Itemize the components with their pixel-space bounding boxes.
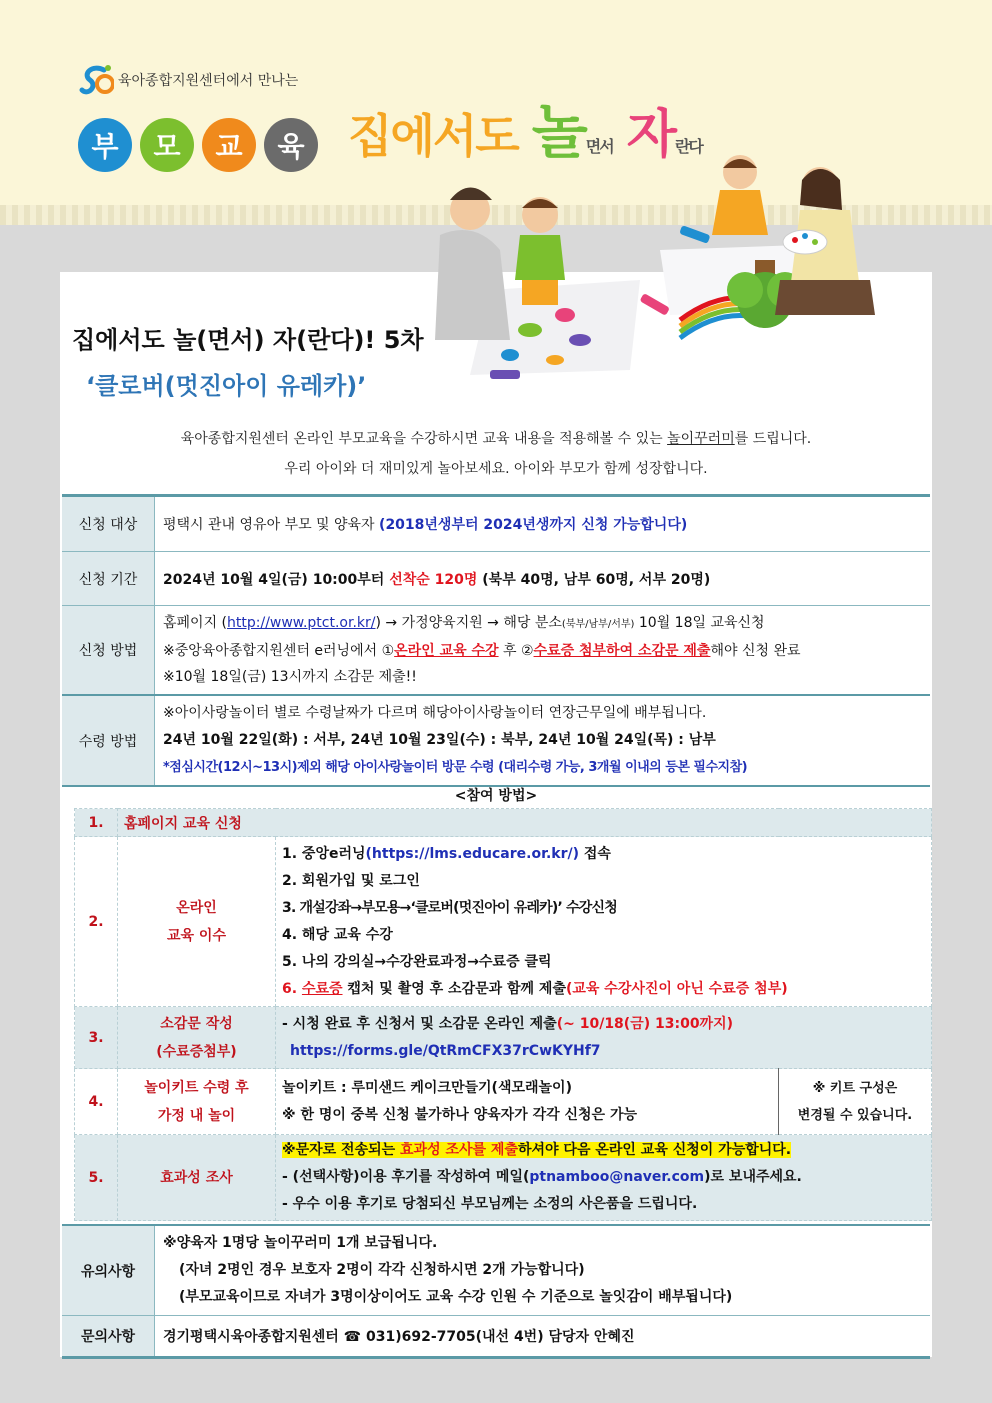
step-2-line-3: 3. 개설강좌→부모용→‘클로버(멋진아이 유레카)’ 수강신청 — [282, 899, 617, 916]
step-5-row — [75, 1135, 932, 1221]
s5-survey: 효과성 조사를 제출 — [400, 1142, 518, 1158]
caution-value — [155, 1225, 931, 1316]
family-painting-illustration — [380, 140, 900, 390]
method-l1-b: ) → 가정양육지원 → 해당 분소 — [375, 615, 562, 631]
notes-table — [62, 1224, 930, 1359]
s2-l6-certificate: 수료증 — [301, 980, 343, 997]
intro-text-b: 를 드립니다. — [734, 431, 812, 447]
step-3-number: 3. — [75, 1007, 118, 1069]
step-4-note — [779, 1069, 932, 1135]
s2-l1-b: 접속 — [579, 845, 611, 862]
step-4-note-1: ※ 키트 구성은 — [812, 1080, 898, 1096]
target-value — [155, 496, 931, 552]
contact-value: 경기평택시육아종합지원센터 ☎ 031)692-7705(내선 4번) 담당자 안혜진 — [155, 1316, 931, 1358]
circle-yuk: 육 — [264, 118, 318, 172]
step-5-details — [276, 1135, 932, 1221]
period-first-come: 선착순 120명 — [389, 571, 478, 588]
s5-l2-a: - (선택사항)이용 후기를 작성하여 메일( — [282, 1169, 530, 1185]
info-row-method — [62, 606, 930, 696]
step-2-number: 2. — [75, 837, 118, 1007]
step-2-name-1: 온라인 — [176, 899, 217, 916]
receive-line-1: ※아이사랑놀이터 별로 수령날짜가 다르며 해당아이사랑놀이터 연장근무일에 배부됩니다. — [163, 705, 707, 721]
intro-underlined: 놀이꾸러미 — [667, 431, 735, 447]
method-l1-c: 10월 18일 교육신청 — [634, 615, 765, 631]
method-l2-b: 후 ② — [498, 643, 534, 659]
org-subtitle: 육아종합지원센터에서 만나는 — [118, 73, 299, 89]
step-2-line-4: 4. 해당 교육 수강 — [282, 926, 393, 943]
step-2-line-5: 5. 나의 강의실→수강완료과정→수료증 클릭 — [282, 953, 552, 970]
slogan-part-c-small: 란다 — [674, 137, 702, 156]
step-2-line-2: 2. 회원가입 및 로그인 — [282, 872, 420, 889]
caution-row — [62, 1225, 930, 1316]
s2-l6-n: 6. — [282, 980, 302, 997]
step-4-line-2: ※ 한 명이 중복 신청 불가하나 양육자가 각각 신청은 가능 — [282, 1106, 638, 1123]
step-3-line-1 — [282, 1011, 925, 1038]
method-value — [155, 606, 931, 696]
target-text: 평택시 관내 영유아 부모 및 양육자 — [163, 517, 380, 533]
period-quota: (북부 40명, 남부 60명, 서부 20명) — [477, 571, 711, 588]
s2-l6-note: (교육 수강사진이 아닌 수료증 첨부) — [565, 980, 788, 997]
s5-l1-b: 하셔야 다음 온라인 교육 신청이 가능합니다. — [517, 1142, 792, 1158]
page-title: 집에서도 놀(면서) 자(란다)! 5차 — [72, 326, 424, 354]
participation-heading: <참여 방법> — [454, 788, 538, 804]
method-line-2 — [163, 638, 922, 664]
method-l2-submit: 수료증 첨부하여 소감문 제출 — [533, 643, 711, 659]
step-4-details — [276, 1069, 779, 1135]
contact-label: 문의사항 — [62, 1316, 155, 1358]
step-4-name-1: 놀이키트 수령 후 — [144, 1079, 249, 1096]
step-1-name: 홈페이지 교육 신청 — [118, 809, 932, 837]
slogan-part-c: 자 — [626, 105, 675, 165]
step-4-note-2: 변경될 수 있습니다. — [797, 1107, 913, 1123]
s3-l1-a: - 시청 완료 후 신청서 및 소감문 온라인 제출 — [282, 1015, 557, 1032]
step-2-line-6 — [282, 976, 925, 1003]
info-row-target — [62, 496, 930, 552]
step-4-name — [118, 1069, 276, 1135]
intro-line-1 — [60, 428, 932, 448]
step-2-name — [118, 837, 276, 1007]
caution-label: 유의사항 — [62, 1225, 155, 1316]
s5-l1-a: ※문자로 전송되는 — [282, 1142, 401, 1158]
step-4-number: 4. — [75, 1069, 118, 1135]
step-3-row — [75, 1007, 932, 1069]
participation-steps-table — [74, 808, 932, 1221]
receive-line-3: *점심시간(12시~13시)제외 해당 아이사랑놀이터 방문 수령 (대리수령 가능, 3개월 이내의 등본 필수지참) — [163, 760, 748, 775]
program-name: ‘클로버(멋진아이 유레카)’ — [86, 372, 367, 400]
info-row-period — [62, 552, 930, 606]
slogan-part-b: 놀 — [531, 98, 586, 166]
s5-l2-b: )로 보내주세요. — [704, 1169, 802, 1185]
receive-label: 수령 방법 — [62, 695, 155, 786]
receive-value — [155, 695, 931, 786]
step-1-row — [75, 809, 932, 837]
slogan-part-b-small: 면서 — [585, 137, 613, 156]
step-3-name — [118, 1007, 276, 1069]
caution-line-3: (부모교육이므로 자녀가 3명이상이어도 교육 수강 인원 수 기준으로 놀잇감이 배부됩니다) — [179, 1289, 733, 1305]
method-label: 신청 방법 — [62, 606, 155, 696]
application-info-table — [62, 494, 930, 787]
method-l2-c: 해야 신청 완료 — [710, 643, 801, 659]
step-5-name: 효과성 조사 — [118, 1135, 276, 1221]
step-4-line-1: 놀이키트 : 루미샌드 케이크만들기(색모래놀이) — [282, 1079, 572, 1096]
step-3-details — [276, 1007, 932, 1069]
step-2-line-1 — [282, 841, 925, 868]
contact-row — [62, 1316, 930, 1358]
slogan-part-a: 집에서도 — [348, 109, 518, 163]
step-3-name-1: 소감문 작성 — [160, 1015, 233, 1032]
step-1-number: 1. — [75, 809, 118, 837]
forms-link[interactable]: https://forms.gle/QtRmCFX37rCwKYHf7 — [290, 1042, 601, 1059]
period-date: 2024년 10월 4일(금) 10:00부터 — [163, 571, 390, 588]
step-5-line-1 — [282, 1137, 925, 1164]
target-label: 신청 대상 — [62, 496, 155, 552]
circle-bu: 부 — [78, 118, 132, 172]
method-line-1 — [163, 610, 922, 638]
parent-education-circles — [78, 118, 318, 172]
method-l1-a: 홈페이지 ( — [163, 615, 228, 631]
step-4-name-2: 가정 내 놀이 — [157, 1107, 236, 1124]
step-5-number: 5. — [75, 1135, 118, 1221]
step-3-name-2: (수료증첨부) — [156, 1043, 237, 1060]
step-2-name-2: 교육 이수 — [167, 927, 226, 944]
step-5-line-2 — [282, 1164, 925, 1191]
s2-l6-a: 캡처 및 촬영 후 소감문과 함께 제출 — [342, 980, 566, 997]
target-birth-range: (2018년생부터 2024년생까지 신청 가능합니다) — [379, 517, 688, 533]
s2-l1-a: 1. 중앙e러닝 — [282, 845, 366, 862]
period-value — [155, 552, 931, 606]
intro-line-2: 우리 아이와 더 재미있게 놀아보세요. 아이와 부모가 함께 성장합니다. — [284, 461, 708, 477]
elearning-link[interactable]: (https://lms.educare.or.kr/) — [365, 845, 580, 862]
email-link[interactable]: ptnamboo@naver.com — [529, 1169, 705, 1185]
method-l2-a: ※중앙육아종합지원센터 e러닝에서 ① — [163, 643, 395, 659]
step-2-row — [75, 837, 932, 1007]
org-logo — [78, 62, 298, 98]
sc-logo-icon — [78, 62, 114, 98]
step-2-details — [276, 837, 932, 1007]
caution-line-2: (자녀 2명인 경우 보호자 2명이 각각 신청하시면 2개 가능합니다) — [179, 1262, 585, 1278]
period-label: 신청 기간 — [62, 552, 155, 606]
info-row-receive — [62, 695, 930, 786]
intro-text-a: 육아종합지원센터 온라인 부모교육을 수강하시면 교육 내용을 적용해볼 수 있는 — [180, 431, 668, 447]
s3-deadline: (~ 10/18(금) 13:00까지) — [556, 1015, 734, 1032]
homepage-link[interactable]: http://www.ptct.or.kr/ — [227, 615, 376, 631]
method-line-3: ※10월 18일(금) 13시까지 소감문 제출!! — [163, 669, 417, 685]
step-5-line-3: - 우수 이용 후기로 당첨되신 부모님께는 소정의 사은품을 드립니다. — [282, 1196, 698, 1212]
method-l1-branches: (북부/남부/서부) — [561, 619, 635, 630]
receive-line-2: 24년 10월 22일(화) : 서부, 24년 10월 23일(수) : 북부, 24년 10월 24일(목) : 남부 — [163, 732, 716, 748]
step-4-row — [75, 1069, 932, 1135]
circle-mo: 모 — [140, 118, 194, 172]
method-l2-online: 온라인 교육 수강 — [394, 643, 499, 659]
caution-line-1: ※양육자 1명당 놀이꾸러미 1개 보급됩니다. — [163, 1235, 438, 1251]
circle-gyo: 교 — [202, 118, 256, 172]
